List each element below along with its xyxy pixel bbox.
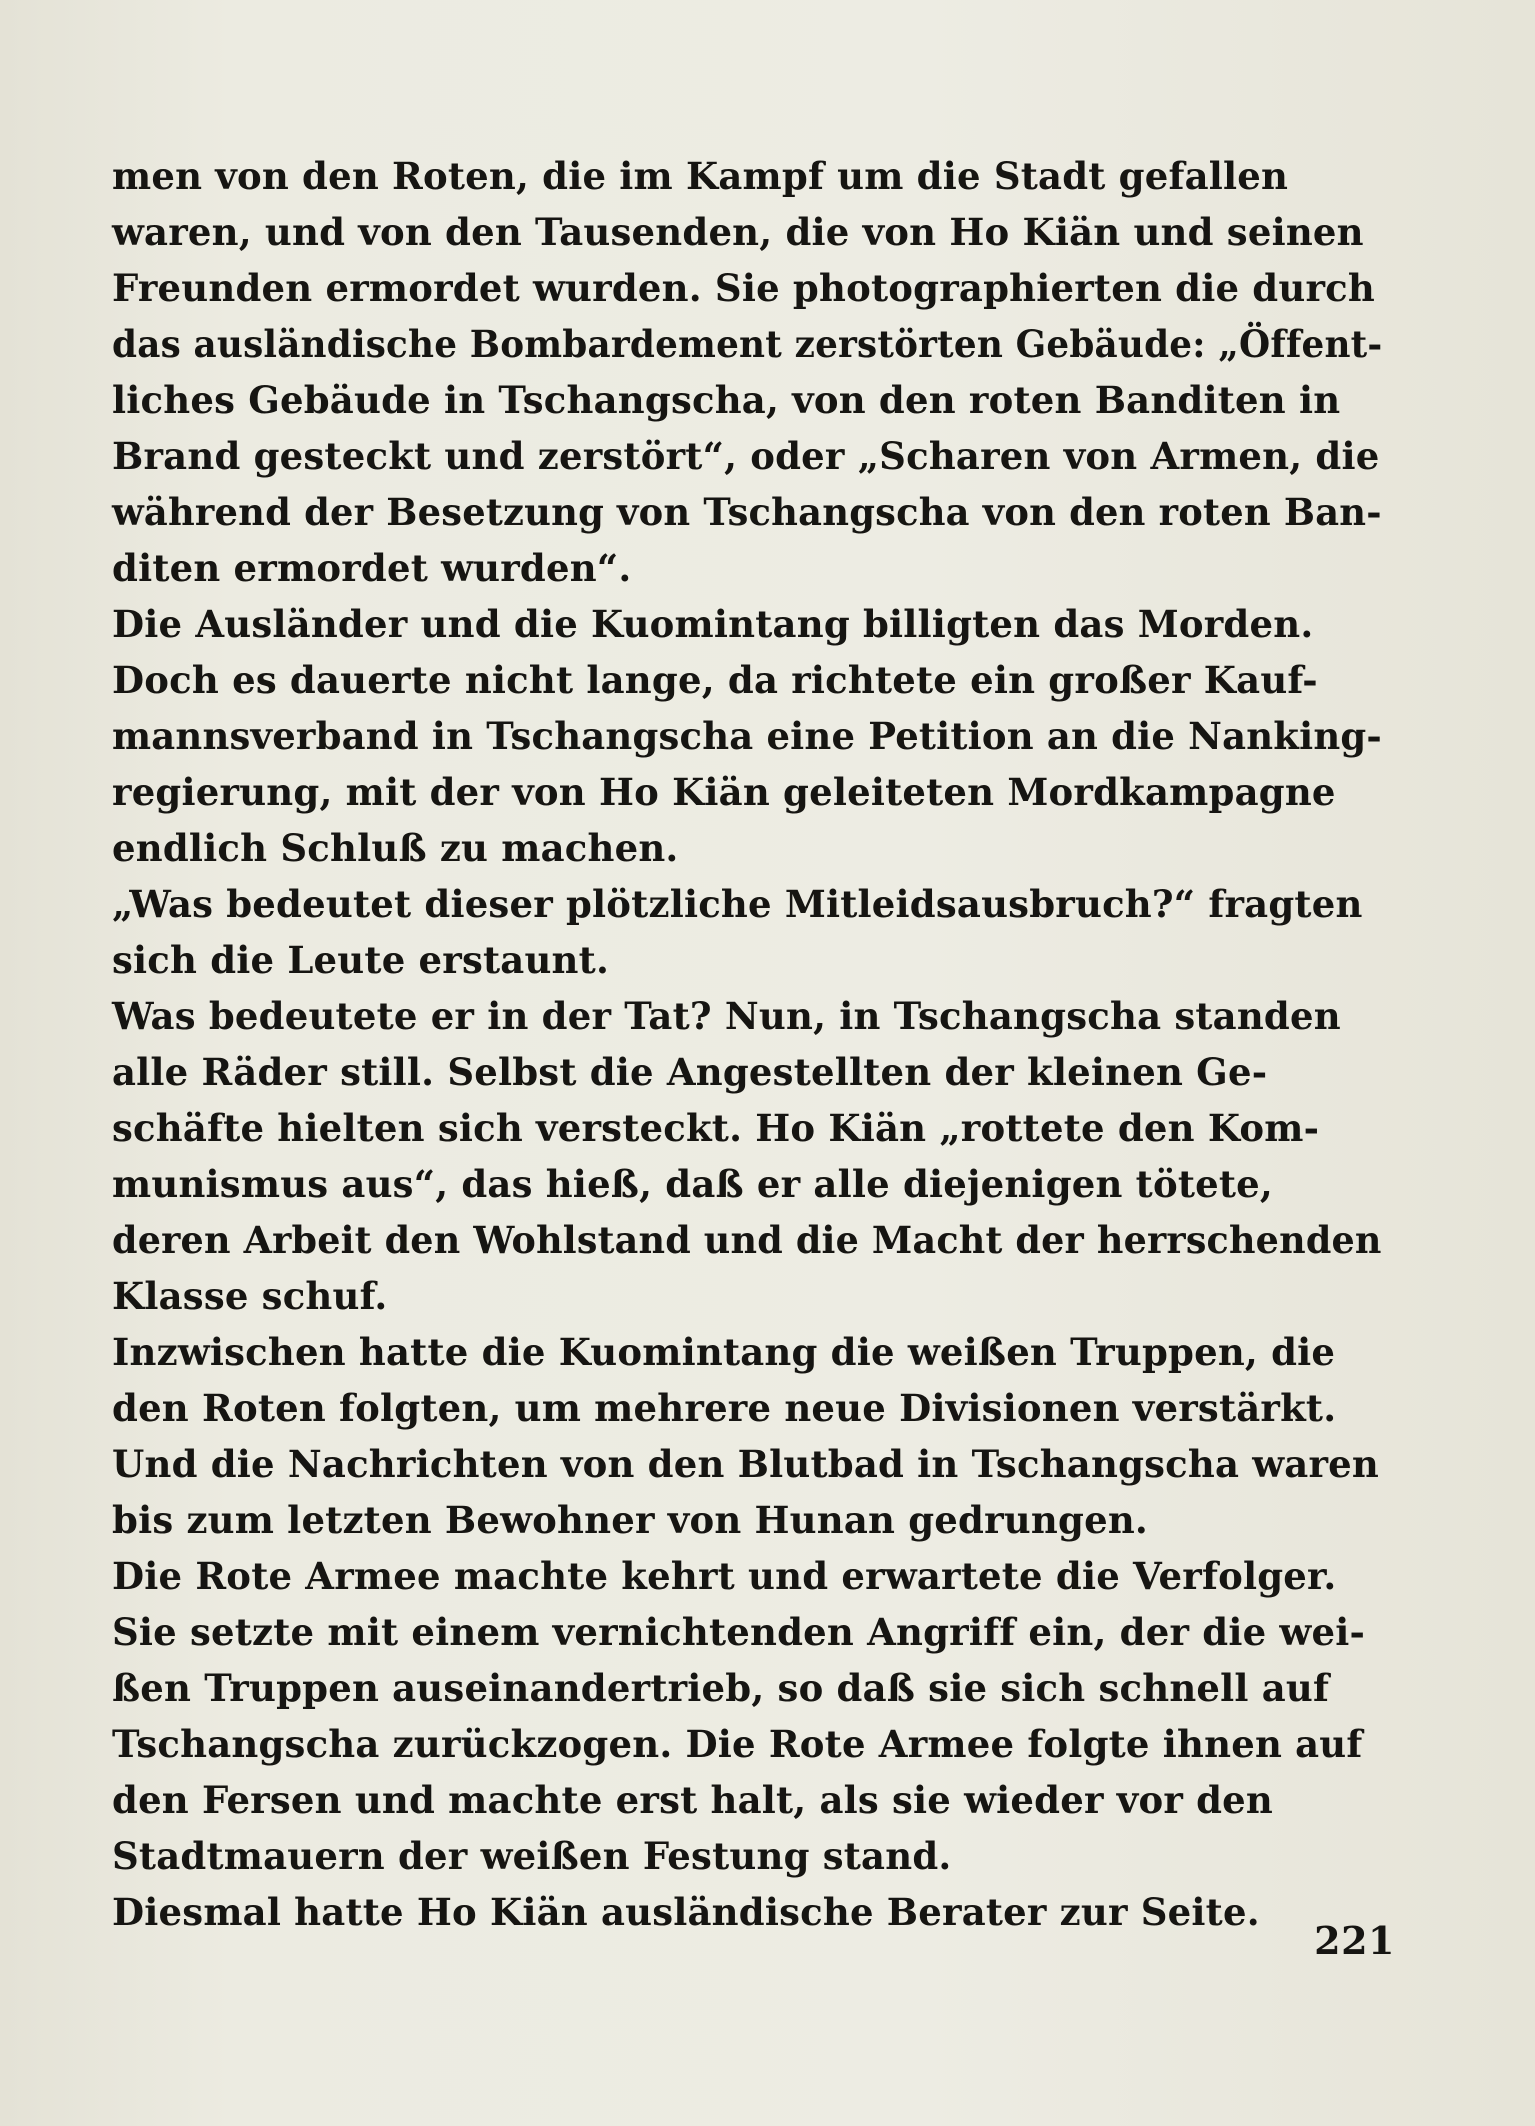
text-line: bis zum letzten Bewohner von Hunan gedrungen.: [112, 1498, 1149, 1542]
text-line: Diesmal hatte Ho Kiän ausländische Berater zur Seite.: [112, 1890, 1260, 1934]
text-line: Doch es dauerte nicht lange, da richtete ein großer Kauf-: [112, 658, 1318, 702]
text-line: endlich Schluß zu machen.: [112, 826, 679, 870]
text-line: den Roten folgten, um mehrere neue Divisionen verstärkt.: [112, 1386, 1337, 1430]
text-line: Klasse schuf.: [112, 1274, 388, 1318]
text-line: Was bedeutete er in der Tat? Nun, in Tschangscha standen: [112, 994, 1341, 1038]
text-line: waren, und von den Tausenden, die von Ho Kiän und seinen: [112, 210, 1364, 254]
text-line: regierung, mit der von Ho Kiän geleiteten Mordkampagne: [112, 770, 1336, 814]
text-line: munismus aus“, das hieß, daß er alle diejenigen tötete,: [112, 1162, 1273, 1206]
text-line: Die Ausländer und die Kuomintang billigten das Morden.: [112, 602, 1314, 646]
text-line: Freunden ermordet wurden. Sie photographierten die durch: [112, 266, 1375, 310]
text-line: diten ermordet wurden“.: [112, 546, 632, 590]
page-number: 221: [1314, 1918, 1395, 1963]
text-line: Die Rote Armee machte kehrt und erwartete die Verfolger.: [112, 1554, 1337, 1598]
text-line: den Fersen und machte erst halt, als sie wieder vor den: [112, 1778, 1274, 1822]
text-line: Inzwischen hatte die Kuomintang die weißen Truppen, die: [112, 1330, 1336, 1374]
text-line: Sie setzte mit einem vernichtenden Angriff ein, der die wei-: [112, 1610, 1366, 1654]
text-line: schäfte hielten sich versteckt. Ho Kiän „rottete den Kom-: [112, 1106, 1320, 1150]
text-line: alle Räder still. Selbst die Angestellten der kleinen Ge-: [112, 1050, 1268, 1094]
text-line: „Was bedeutet dieser plötzliche Mitleidsausbruch?“ fragten: [112, 882, 1363, 926]
text-line: men von den Roten, die im Kampf um die Stadt gefallen: [112, 154, 1289, 198]
text-line: Stadtmauern der weißen Festung stand.: [112, 1834, 952, 1878]
text-line: Brand gesteckt und zerstört“, oder „Scharen von Armen, die: [112, 434, 1380, 478]
text-line: das ausländische Bombardement zerstörten Gebäude: „Öffent-: [112, 322, 1383, 366]
text-line: während der Besetzung von Tschangscha von den roten Ban-: [112, 490, 1382, 534]
text-line: Und die Nachrichten von den Blutbad in Tschangscha waren: [112, 1442, 1380, 1486]
text-line: deren Arbeit den Wohlstand und die Macht der herrschenden: [112, 1218, 1382, 1262]
text-line: sich die Leute erstaunt.: [112, 938, 610, 982]
text-line: mannsverband in Tschangscha eine Petition an die Nanking-: [112, 714, 1382, 758]
text-line: liches Gebäude in Tschangscha, von den roten Banditen in: [112, 378, 1341, 422]
text-line: Tschangscha zurückzogen. Die Rote Armee folgte ihnen auf: [112, 1722, 1363, 1766]
text-line: ßen Truppen auseinandertrieb, so daß sie sich schnell auf: [112, 1666, 1330, 1710]
